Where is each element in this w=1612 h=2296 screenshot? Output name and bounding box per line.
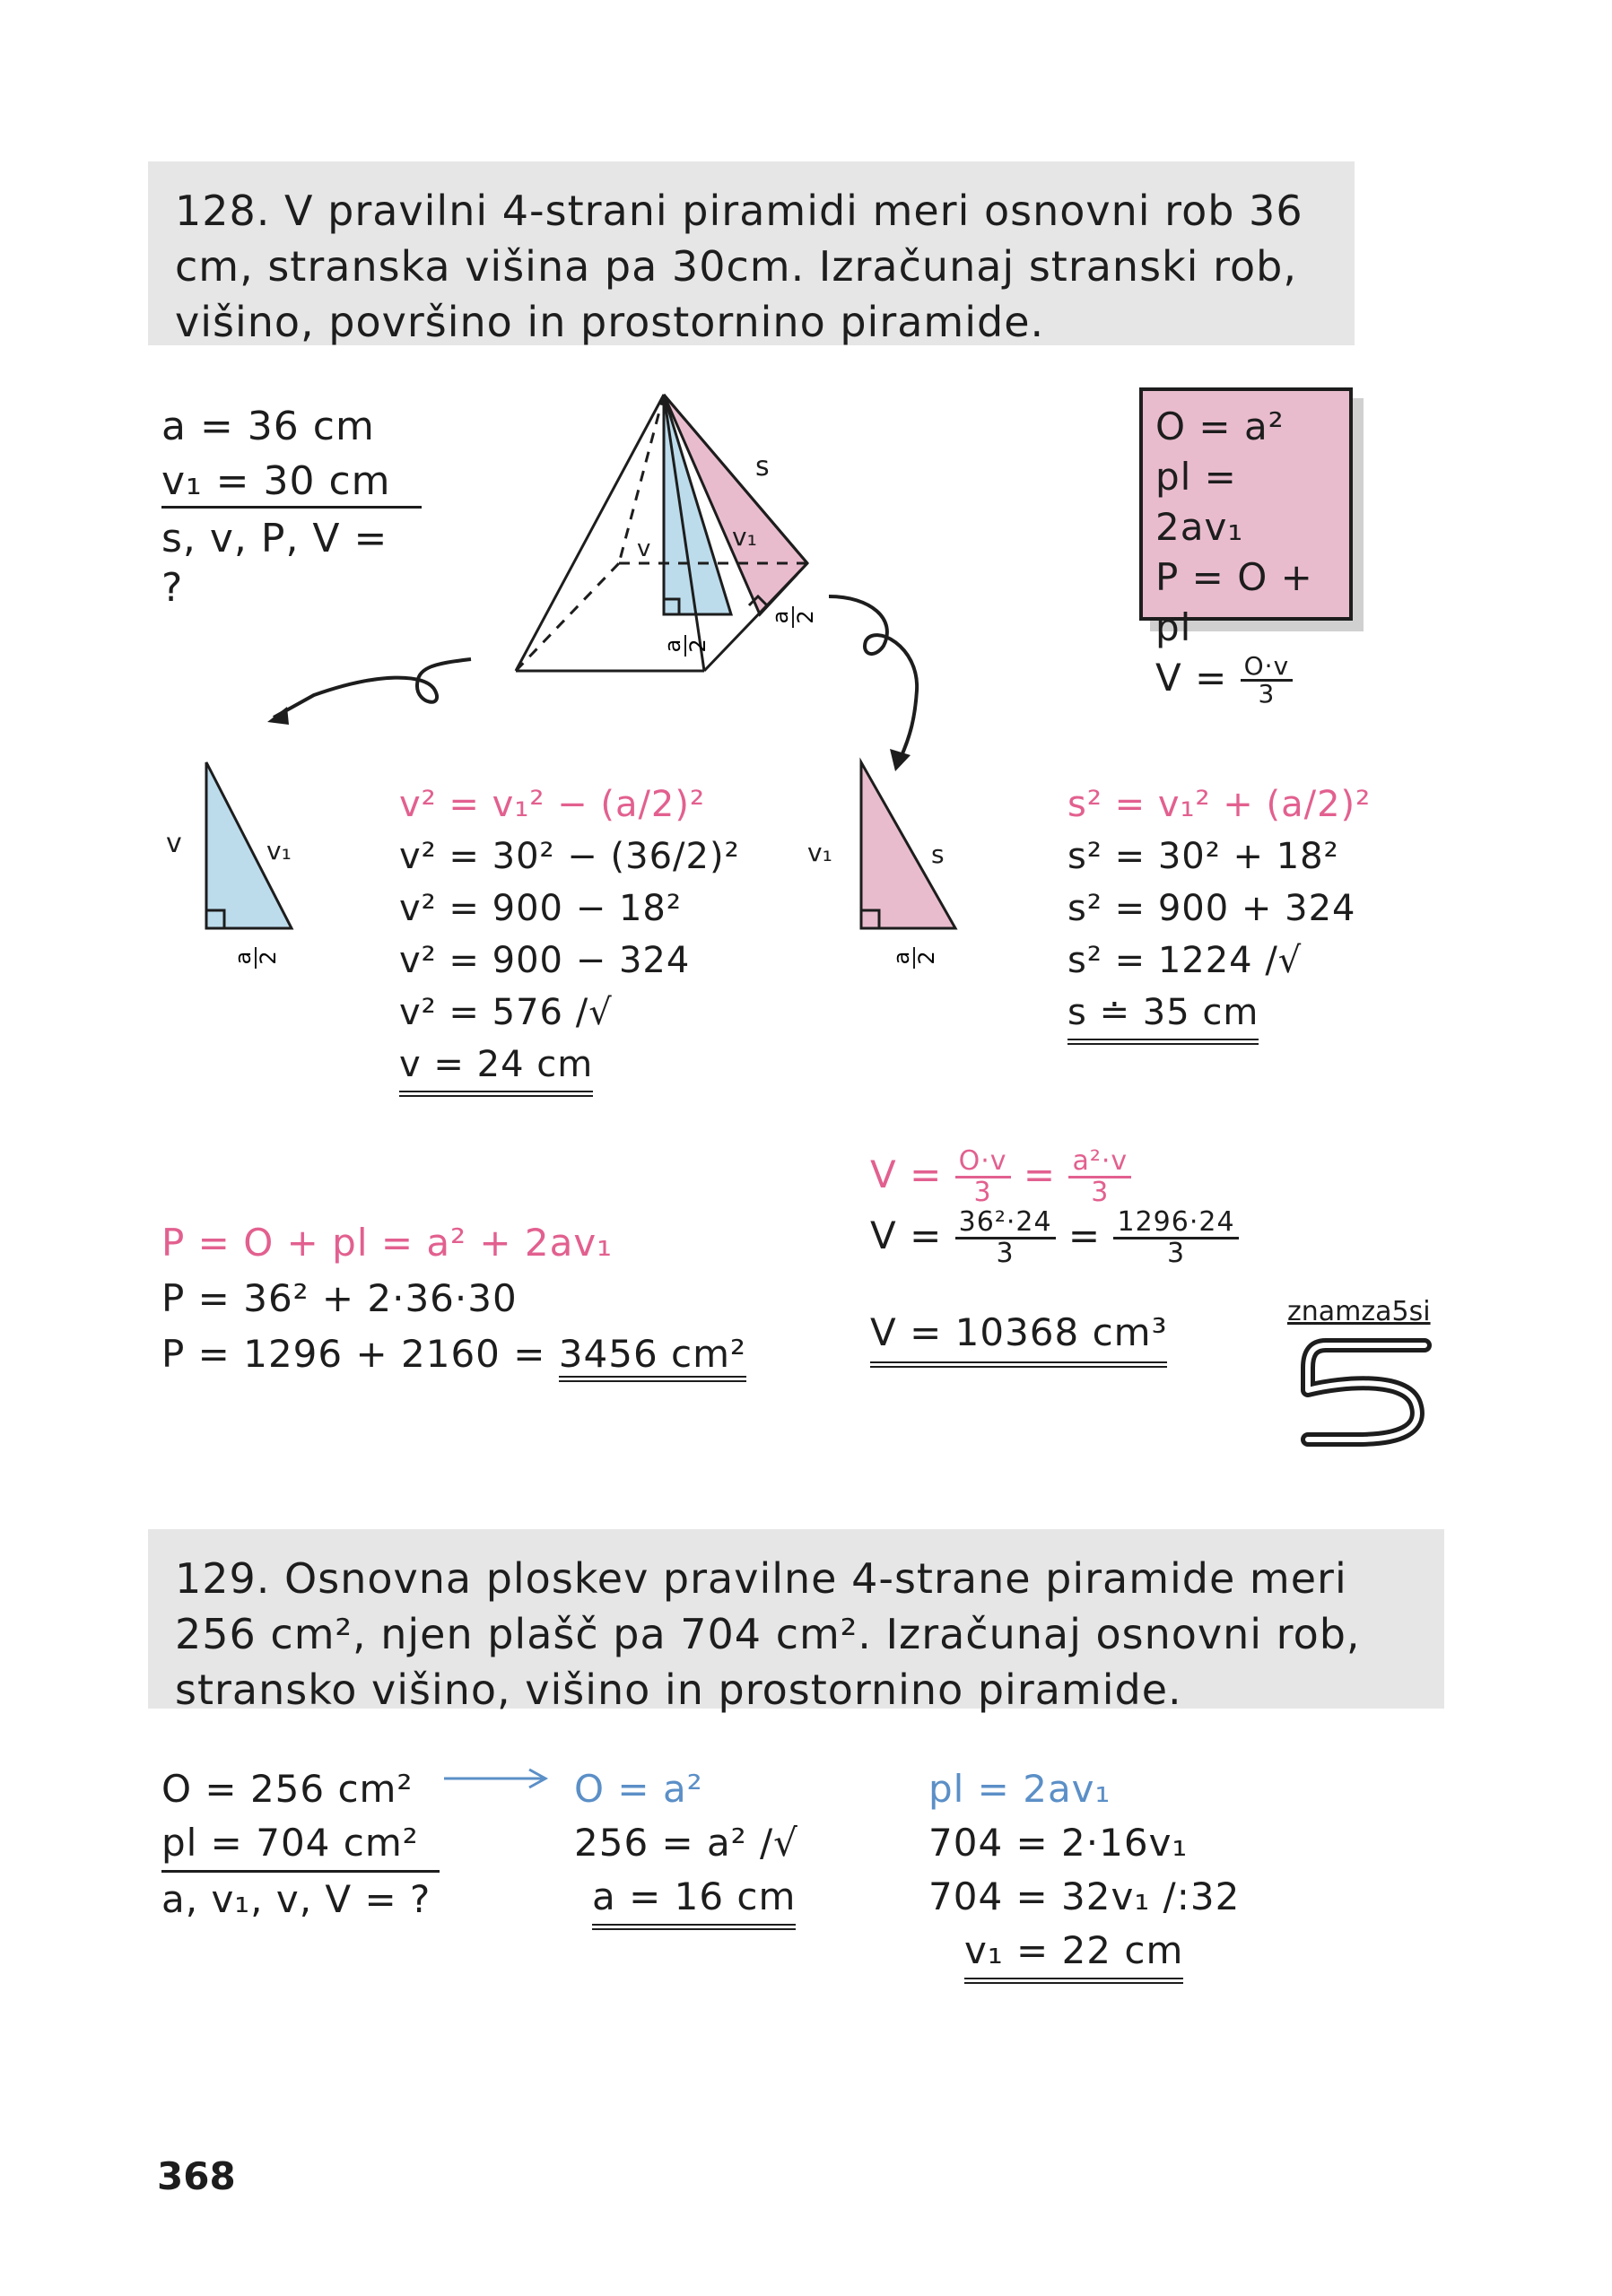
base-back-left <box>516 563 619 671</box>
calc-v1-line-3: 704 = 32v₁ /:32 <box>928 1874 1241 1918</box>
task-129-text: 129. Osnovna ploskev pravilne 4-strane piramide meri 256 cm², njen plašč pa 704 cm². Izračunaj osnovni rob, stransko višino, višino in prostornino piramide. <box>175 1554 1361 1714</box>
given129-unknown: a, v₁, v, V = ? <box>161 1877 431 1921</box>
formula-O: O = a² <box>1155 404 1285 448</box>
label-s: s <box>755 451 770 483</box>
calc-s-line-4: s² = 1224 /√ <box>1067 940 1303 981</box>
calc-s-result: s ≐ 35 cm <box>1067 987 1259 1045</box>
label-half-a-front <box>660 635 710 657</box>
edge-left <box>516 395 664 671</box>
tri-pink-left: v₁ <box>807 838 832 867</box>
task-129-box <box>148 1529 1444 1714</box>
page-number: 368 <box>157 2154 236 2198</box>
calc-s-line-2: s² = 30² + 18² <box>1067 836 1339 877</box>
logo-five-icon <box>1290 1327 1442 1453</box>
tri-blue-right: v₁ <box>266 836 292 865</box>
calc-v1-line-1: pl = 2av₁ <box>928 1767 1111 1811</box>
task-128-text: 128. V pravilni 4-strani piramidi meri osnovni rob 36 cm, stranska višina pa 30cm. Izračunaj stranski rob, višino, površino in prostornino piramide. <box>175 187 1303 346</box>
calc-s-line-1: s² = v₁² + (a/2)² <box>1067 784 1372 825</box>
calc-v-line-2: v² = 30² − (36/2)² <box>399 836 740 877</box>
svg-text:a: a <box>889 951 914 965</box>
calc-P-result: 3456 cm² <box>559 1332 746 1382</box>
calc-s-line-3: s² = 900 + 324 <box>1067 888 1356 929</box>
tri-blue-left: v <box>166 828 182 859</box>
given-129 <box>161 1762 440 1926</box>
given-128 <box>161 402 422 613</box>
calc-v <box>399 778 740 1097</box>
svg-text:2: 2 <box>914 951 939 965</box>
calc-a-line-1: O = a² <box>574 1767 703 1811</box>
calc-v-line-3: v² = 900 − 18² <box>399 888 682 929</box>
calc-V-line-2: V = $\frac{\text{36²·24}}{3}$ = $\frac{1296\cdot 24}{3}$ <box>870 1207 1239 1268</box>
calc-P-line-3: P = 1296 + 2160 = 3456 cm² <box>161 1326 746 1382</box>
calc-V-result: V = 10368 cm³ <box>870 1304 1167 1368</box>
task-128-box <box>148 161 1355 345</box>
given129-O: O = 256 cm² <box>161 1767 414 1811</box>
calc-s <box>1067 778 1371 1045</box>
tri-pink-bottom <box>889 947 939 969</box>
calc-v-line-4: v² = 900 − 324 <box>399 940 691 981</box>
formula-V: V = $\frac{O\cdot v}{3}$ <box>1155 653 1337 707</box>
calc-P-line-1: P = O + pl = a² + 2av₁ <box>161 1221 614 1265</box>
formula-card <box>1139 387 1353 709</box>
svg-text:2: 2 <box>685 639 710 653</box>
given-unknown: s, v, P, V = ? <box>161 516 388 611</box>
svg-text:2: 2 <box>793 610 818 624</box>
triangle-blue <box>157 753 318 987</box>
svg-text:a: a <box>231 951 256 965</box>
given-v1: v₁ = 30 cm <box>161 451 422 509</box>
calc-a-result: a = 16 cm <box>592 1870 796 1930</box>
given-a: a = 36 cm <box>161 404 375 449</box>
logo-text: znamza5si <box>1287 1296 1431 1327</box>
calc-v-line-5: v² = 576 /√ <box>399 992 613 1033</box>
triangle-pink <box>789 753 969 987</box>
label-half-a-right <box>768 606 818 628</box>
arrow-left-curl <box>260 646 493 744</box>
calc-v1-line-2: 704 = 2·16v₁ <box>928 1821 1189 1865</box>
svg-text:2: 2 <box>256 951 281 965</box>
given129-pl: pl = 704 cm² <box>161 1816 440 1873</box>
svg-text:a: a <box>768 610 793 624</box>
svg-text:a: a <box>660 639 685 653</box>
calc-v1 <box>928 1762 1240 1984</box>
pyramid-diagram <box>502 386 843 682</box>
arrow-right-curl <box>825 583 942 780</box>
calc-v1-result: v₁ = 22 cm <box>964 1924 1183 1984</box>
calc-v-result: v = 24 cm <box>399 1039 593 1097</box>
calc-a-line-2: 256 = a² /√ <box>574 1821 798 1865</box>
calc-v-line-1: v² = v₁² − (a/2)² <box>399 784 706 825</box>
arrow-right-icon <box>440 1765 556 1792</box>
calc-P <box>161 1215 746 1382</box>
logo <box>1287 1296 1444 1457</box>
calc-V <box>870 1146 1239 1368</box>
tri-blue-bottom <box>231 947 281 969</box>
label-v: v <box>637 535 651 562</box>
label-v1: v₁ <box>732 522 757 552</box>
calc-V-line-1: V = $\frac{O\cdot v}{3}$ = $\frac{\text{a²·v}}{3}$ <box>870 1146 1239 1207</box>
formula-pl: pl = 2av₁ <box>1155 455 1244 549</box>
tri-pink-right: s <box>931 839 945 869</box>
formula-P: P = O + pl <box>1155 555 1313 649</box>
calc-P-line-2: P = 36² + 2·36·30 <box>161 1276 518 1320</box>
calc-a <box>574 1762 798 1930</box>
